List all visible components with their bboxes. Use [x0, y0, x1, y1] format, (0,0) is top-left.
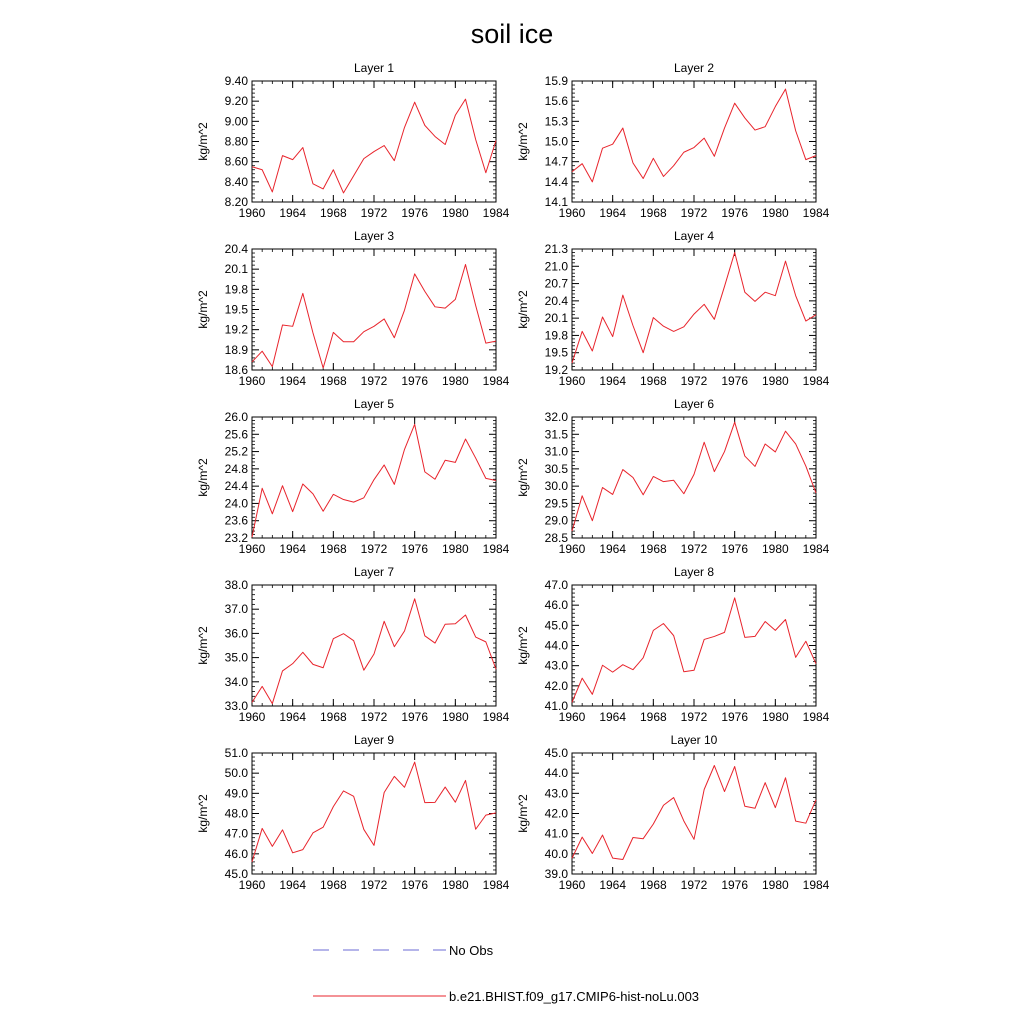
panel-title: Layer 6 [673, 397, 715, 411]
y-tick-label: 43.0 [544, 658, 568, 673]
y-tick-label: 45.0 [224, 867, 248, 881]
y-axis-label: kg/m^2 [196, 794, 210, 833]
plot-frame [252, 585, 496, 706]
y-tick-label: 31.5 [544, 427, 568, 442]
plot-frame [252, 249, 496, 370]
x-tick-label: 1972 [680, 374, 708, 388]
x-tick-label: 1976 [721, 710, 749, 724]
y-tick-label: 48.0 [224, 806, 248, 821]
x-tick-label: 1964 [279, 710, 307, 724]
panel-layer-6 [516, 397, 830, 556]
y-tick-label: 18.9 [224, 342, 248, 357]
x-tick-label: 1960 [558, 374, 586, 388]
figure-title: soil ice [470, 19, 554, 49]
panel-layer-3 [196, 229, 510, 388]
y-tick-label: 20.1 [224, 262, 248, 277]
x-tick-label: 1968 [319, 710, 347, 724]
y-tick-label: 23.6 [224, 513, 248, 528]
x-tick-label: 1984 [482, 374, 510, 388]
plot-frame [252, 417, 496, 538]
x-tick-label: 1976 [401, 710, 429, 724]
x-tick-label: 1984 [802, 374, 830, 388]
y-tick-label: 19.8 [544, 328, 568, 343]
legend-model-label: b.e21.BHIST.f09_g17.CMIP6-hist-noLu.003 [449, 989, 700, 1004]
y-tick-label: 45.0 [544, 618, 568, 633]
x-tick-label: 1984 [482, 878, 510, 892]
y-tick-label: 19.2 [544, 363, 568, 377]
series-line [572, 89, 816, 182]
x-tick-label: 1960 [238, 374, 266, 388]
x-tick-label: 1980 [761, 374, 789, 388]
y-axis-label: kg/m^2 [516, 290, 530, 329]
y-tick-label: 8.40 [224, 174, 248, 189]
panel-title: Layer 9 [353, 733, 395, 747]
y-tick-label: 29.0 [544, 513, 568, 528]
y-tick-label: 46.0 [544, 598, 568, 613]
x-tick-label: 1968 [639, 710, 667, 724]
series-line [252, 264, 496, 368]
x-tick-label: 1968 [319, 374, 347, 388]
y-tick-label: 41.0 [544, 699, 568, 713]
x-tick-label: 1972 [680, 878, 708, 892]
y-tick-label: 35.0 [224, 650, 248, 665]
y-tick-label: 15.0 [544, 134, 568, 149]
x-tick-label: 1960 [558, 206, 586, 220]
x-tick-label: 1972 [360, 542, 388, 556]
y-tick-label: 20.4 [224, 242, 248, 256]
x-tick-label: 1976 [401, 374, 429, 388]
y-tick-label: 24.0 [224, 496, 248, 511]
x-tick-label: 1980 [761, 878, 789, 892]
y-axis-label: kg/m^2 [196, 122, 210, 161]
panel-title: Layer 1 [353, 61, 395, 75]
y-tick-label: 41.0 [544, 826, 568, 841]
y-tick-label: 20.4 [544, 293, 568, 308]
y-tick-label: 14.7 [544, 154, 568, 169]
x-tick-label: 1976 [721, 374, 749, 388]
y-axis-label: kg/m^2 [516, 626, 530, 665]
x-tick-label: 1972 [680, 710, 708, 724]
y-tick-label: 9.20 [224, 94, 248, 109]
y-tick-label: 21.3 [544, 242, 568, 256]
panel-layer-2 [516, 61, 830, 220]
y-tick-label: 14.4 [544, 174, 568, 189]
y-axis-label: kg/m^2 [196, 458, 210, 497]
x-tick-label: 1968 [639, 878, 667, 892]
x-tick-label: 1968 [319, 542, 347, 556]
y-tick-label: 8.60 [224, 154, 248, 169]
series-line [572, 252, 816, 363]
y-tick-label: 18.6 [224, 363, 248, 377]
y-tick-label: 47.0 [224, 826, 248, 841]
x-tick-label: 1960 [238, 542, 266, 556]
x-tick-label: 1976 [721, 542, 749, 556]
legend [313, 943, 699, 1004]
y-axis-label: kg/m^2 [516, 458, 530, 497]
plot-frame [572, 417, 816, 538]
series-line [252, 599, 496, 704]
y-tick-label: 20.1 [544, 311, 568, 326]
x-tick-label: 1964 [279, 878, 307, 892]
y-tick-label: 39.0 [544, 867, 568, 881]
x-tick-label: 1964 [279, 206, 307, 220]
x-tick-label: 1980 [441, 542, 469, 556]
panel-layer-1 [196, 61, 510, 220]
x-tick-label: 1976 [401, 542, 429, 556]
x-tick-label: 1976 [721, 878, 749, 892]
x-tick-label: 1980 [761, 542, 789, 556]
legend-no-obs-label: No Obs [449, 943, 494, 958]
x-tick-label: 1960 [238, 206, 266, 220]
y-tick-label: 44.0 [544, 638, 568, 653]
series-line [572, 598, 816, 702]
panel-title: Layer 4 [673, 229, 715, 243]
x-tick-label: 1980 [761, 710, 789, 724]
x-tick-label: 1972 [680, 206, 708, 220]
x-tick-label: 1984 [802, 206, 830, 220]
plot-frame [572, 753, 816, 874]
y-tick-label: 30.5 [544, 461, 568, 476]
y-tick-label: 51.0 [224, 746, 248, 760]
x-tick-label: 1980 [441, 710, 469, 724]
y-tick-label: 24.8 [224, 461, 248, 476]
x-tick-label: 1980 [441, 206, 469, 220]
x-tick-label: 1960 [558, 710, 586, 724]
x-tick-label: 1976 [401, 878, 429, 892]
panel-layer-10 [516, 733, 830, 892]
y-tick-label: 45.0 [544, 746, 568, 760]
x-tick-label: 1972 [360, 374, 388, 388]
y-tick-label: 42.0 [544, 678, 568, 693]
x-tick-label: 1964 [599, 710, 627, 724]
y-tick-label: 29.5 [544, 496, 568, 511]
y-tick-label: 19.2 [224, 322, 248, 337]
y-tick-label: 30.0 [544, 479, 568, 494]
x-tick-label: 1968 [639, 206, 667, 220]
x-tick-label: 1980 [441, 374, 469, 388]
y-tick-label: 19.5 [544, 345, 568, 360]
x-tick-label: 1964 [279, 374, 307, 388]
y-tick-label: 38.0 [224, 578, 248, 592]
y-tick-label: 25.2 [224, 444, 248, 459]
x-tick-label: 1968 [639, 542, 667, 556]
panel-title: Layer 2 [673, 61, 715, 75]
y-axis-label: kg/m^2 [196, 626, 210, 665]
y-tick-label: 24.4 [224, 479, 248, 494]
y-tick-label: 50.0 [224, 766, 248, 781]
y-tick-label: 23.2 [224, 531, 248, 545]
y-axis-label: kg/m^2 [516, 794, 530, 833]
panel-layer-9 [196, 733, 510, 892]
x-tick-label: 1984 [482, 542, 510, 556]
x-tick-label: 1984 [802, 710, 830, 724]
y-tick-label: 8.80 [224, 134, 248, 149]
x-tick-label: 1968 [319, 206, 347, 220]
panel-title: Layer 8 [673, 565, 715, 579]
plot-frame [572, 585, 816, 706]
y-tick-label: 15.9 [544, 74, 568, 88]
series-line [252, 424, 496, 537]
panel-title: Layer 5 [353, 397, 395, 411]
plot-frame [252, 753, 496, 874]
panel-layer-8 [516, 565, 830, 724]
x-tick-label: 1968 [639, 374, 667, 388]
x-tick-label: 1964 [279, 542, 307, 556]
series-line [252, 99, 496, 193]
x-tick-label: 1964 [599, 878, 627, 892]
y-tick-label: 8.20 [224, 195, 248, 209]
x-tick-label: 1964 [599, 206, 627, 220]
panel-title: Layer 3 [353, 229, 395, 243]
x-tick-label: 1972 [360, 710, 388, 724]
y-tick-label: 19.5 [224, 302, 248, 317]
y-axis-label: kg/m^2 [196, 290, 210, 329]
x-tick-label: 1980 [441, 878, 469, 892]
x-tick-label: 1968 [319, 878, 347, 892]
y-tick-label: 14.1 [544, 195, 568, 209]
y-tick-label: 25.6 [224, 427, 248, 442]
panel-layer-5 [196, 397, 510, 556]
y-axis-label: kg/m^2 [516, 122, 530, 161]
y-tick-label: 20.7 [544, 276, 568, 291]
x-tick-label: 1984 [802, 878, 830, 892]
y-tick-label: 15.3 [544, 114, 568, 129]
x-tick-label: 1972 [360, 878, 388, 892]
x-tick-label: 1976 [401, 206, 429, 220]
series-line [572, 766, 816, 860]
y-tick-label: 33.0 [224, 699, 248, 713]
x-tick-label: 1972 [680, 542, 708, 556]
y-tick-label: 9.40 [224, 74, 248, 88]
y-tick-label: 26.0 [224, 410, 248, 424]
y-tick-label: 49.0 [224, 786, 248, 801]
y-tick-label: 36.0 [224, 626, 248, 641]
y-tick-label: 34.0 [224, 674, 248, 689]
y-tick-label: 44.0 [544, 766, 568, 781]
y-tick-label: 40.0 [544, 846, 568, 861]
y-tick-label: 21.0 [544, 259, 568, 274]
x-tick-label: 1960 [558, 542, 586, 556]
y-tick-label: 42.0 [544, 806, 568, 821]
panel-title: Layer 10 [670, 733, 718, 747]
series-line [252, 762, 496, 862]
x-tick-label: 1972 [360, 206, 388, 220]
panel-layer-7 [196, 565, 510, 724]
y-tick-label: 43.0 [544, 786, 568, 801]
x-tick-label: 1960 [238, 878, 266, 892]
y-tick-label: 32.0 [544, 410, 568, 424]
y-tick-label: 15.6 [544, 94, 568, 109]
series-line [572, 422, 816, 531]
x-tick-label: 1984 [482, 710, 510, 724]
x-tick-label: 1960 [238, 710, 266, 724]
x-tick-label: 1964 [599, 542, 627, 556]
y-tick-label: 9.00 [224, 114, 248, 129]
x-tick-label: 1960 [558, 878, 586, 892]
plot-frame [572, 249, 816, 370]
x-tick-label: 1984 [482, 206, 510, 220]
y-tick-label: 28.5 [544, 531, 568, 545]
y-tick-label: 31.0 [544, 444, 568, 459]
y-tick-label: 37.0 [224, 602, 248, 617]
x-tick-label: 1980 [761, 206, 789, 220]
x-tick-label: 1964 [599, 374, 627, 388]
y-tick-label: 19.8 [224, 282, 248, 297]
panels-container [196, 61, 830, 892]
y-tick-label: 46.0 [224, 846, 248, 861]
x-tick-label: 1984 [802, 542, 830, 556]
y-tick-label: 47.0 [544, 578, 568, 592]
panel-title: Layer 7 [353, 565, 395, 579]
panel-layer-4 [516, 229, 830, 388]
plot-frame [252, 81, 496, 202]
x-tick-label: 1976 [721, 206, 749, 220]
